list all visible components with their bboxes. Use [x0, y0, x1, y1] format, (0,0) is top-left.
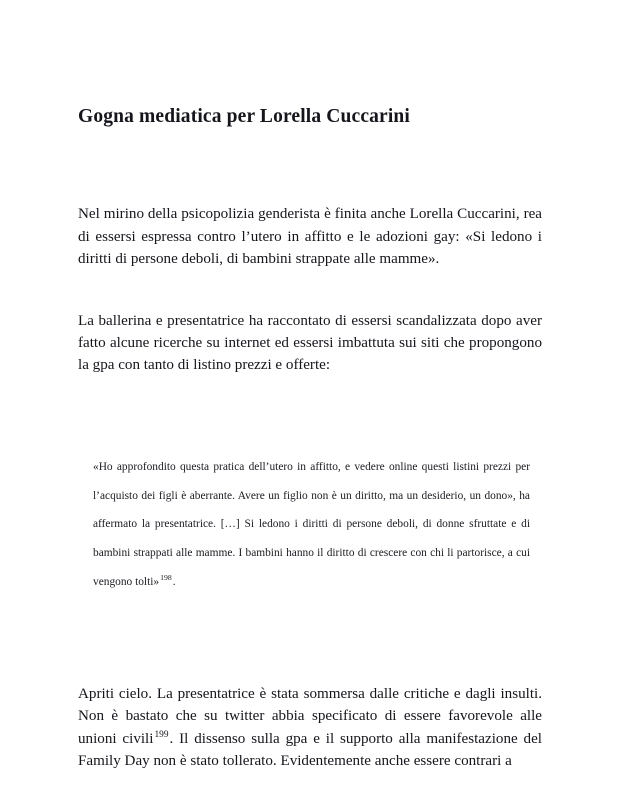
paragraph-closing — [78, 683, 542, 773]
block-quote-text: «Ho approfondito questa pratica dell’utero in affitto, e vedere online questi listini prezzi per l’acquisto dei figli è aberrante. Avere un figlio non è un diritto, ma un desiderio, un dono», ha affermato la presentatrice. […] Si ledono i diritti di persone deboli, di donne sfruttate e di bambini strappati alle mamme. I bambini hanno il diritto di crescere con chi li partorisce, a cui vengono tolti» — [93, 460, 530, 588]
footnote-marker-199[interactable]: 199 — [154, 729, 169, 740]
footnote-marker-198[interactable]: 198 — [160, 573, 172, 583]
paragraph-lead-in: La ballerina e presentatrice ha raccontato di essersi scandalizzata dopo aver fatto alcune ricerche su internet ed essersi imbattuta sui siti che propongono la gpa con tanto di listino prezzi e offerte: — [78, 312, 542, 374]
block-quote — [93, 453, 530, 597]
paragraph-closing-part-one: Apriti cielo. La presentatrice è stata sommersa dalle critiche e dagli insulti. Non è bastato che su twitter abbia specificato di essere favorevole alle unioni civili — [78, 685, 542, 747]
block-quote-terminator: . — [172, 575, 176, 588]
page-title: Gogna mediatica per Lorella Cuccarini — [78, 106, 410, 127]
page-content-column — [78, 0, 542, 772]
paragraph-closing-part-two: . Il dissenso sulla gpa e il supporto alla manifestazione del Family Day non è stato tollerato. Evidentemente anche essere contrari a — [78, 730, 542, 769]
paragraph-intro: Nel mirino della psicopolizia genderista è finita anche Lorella Cuccarini, rea di essersi espressa contro l’utero in affitto e le adozioni gay: «Si ledono i diritti di persone deboli, di bambini strappate alle mamme». — [78, 206, 542, 268]
